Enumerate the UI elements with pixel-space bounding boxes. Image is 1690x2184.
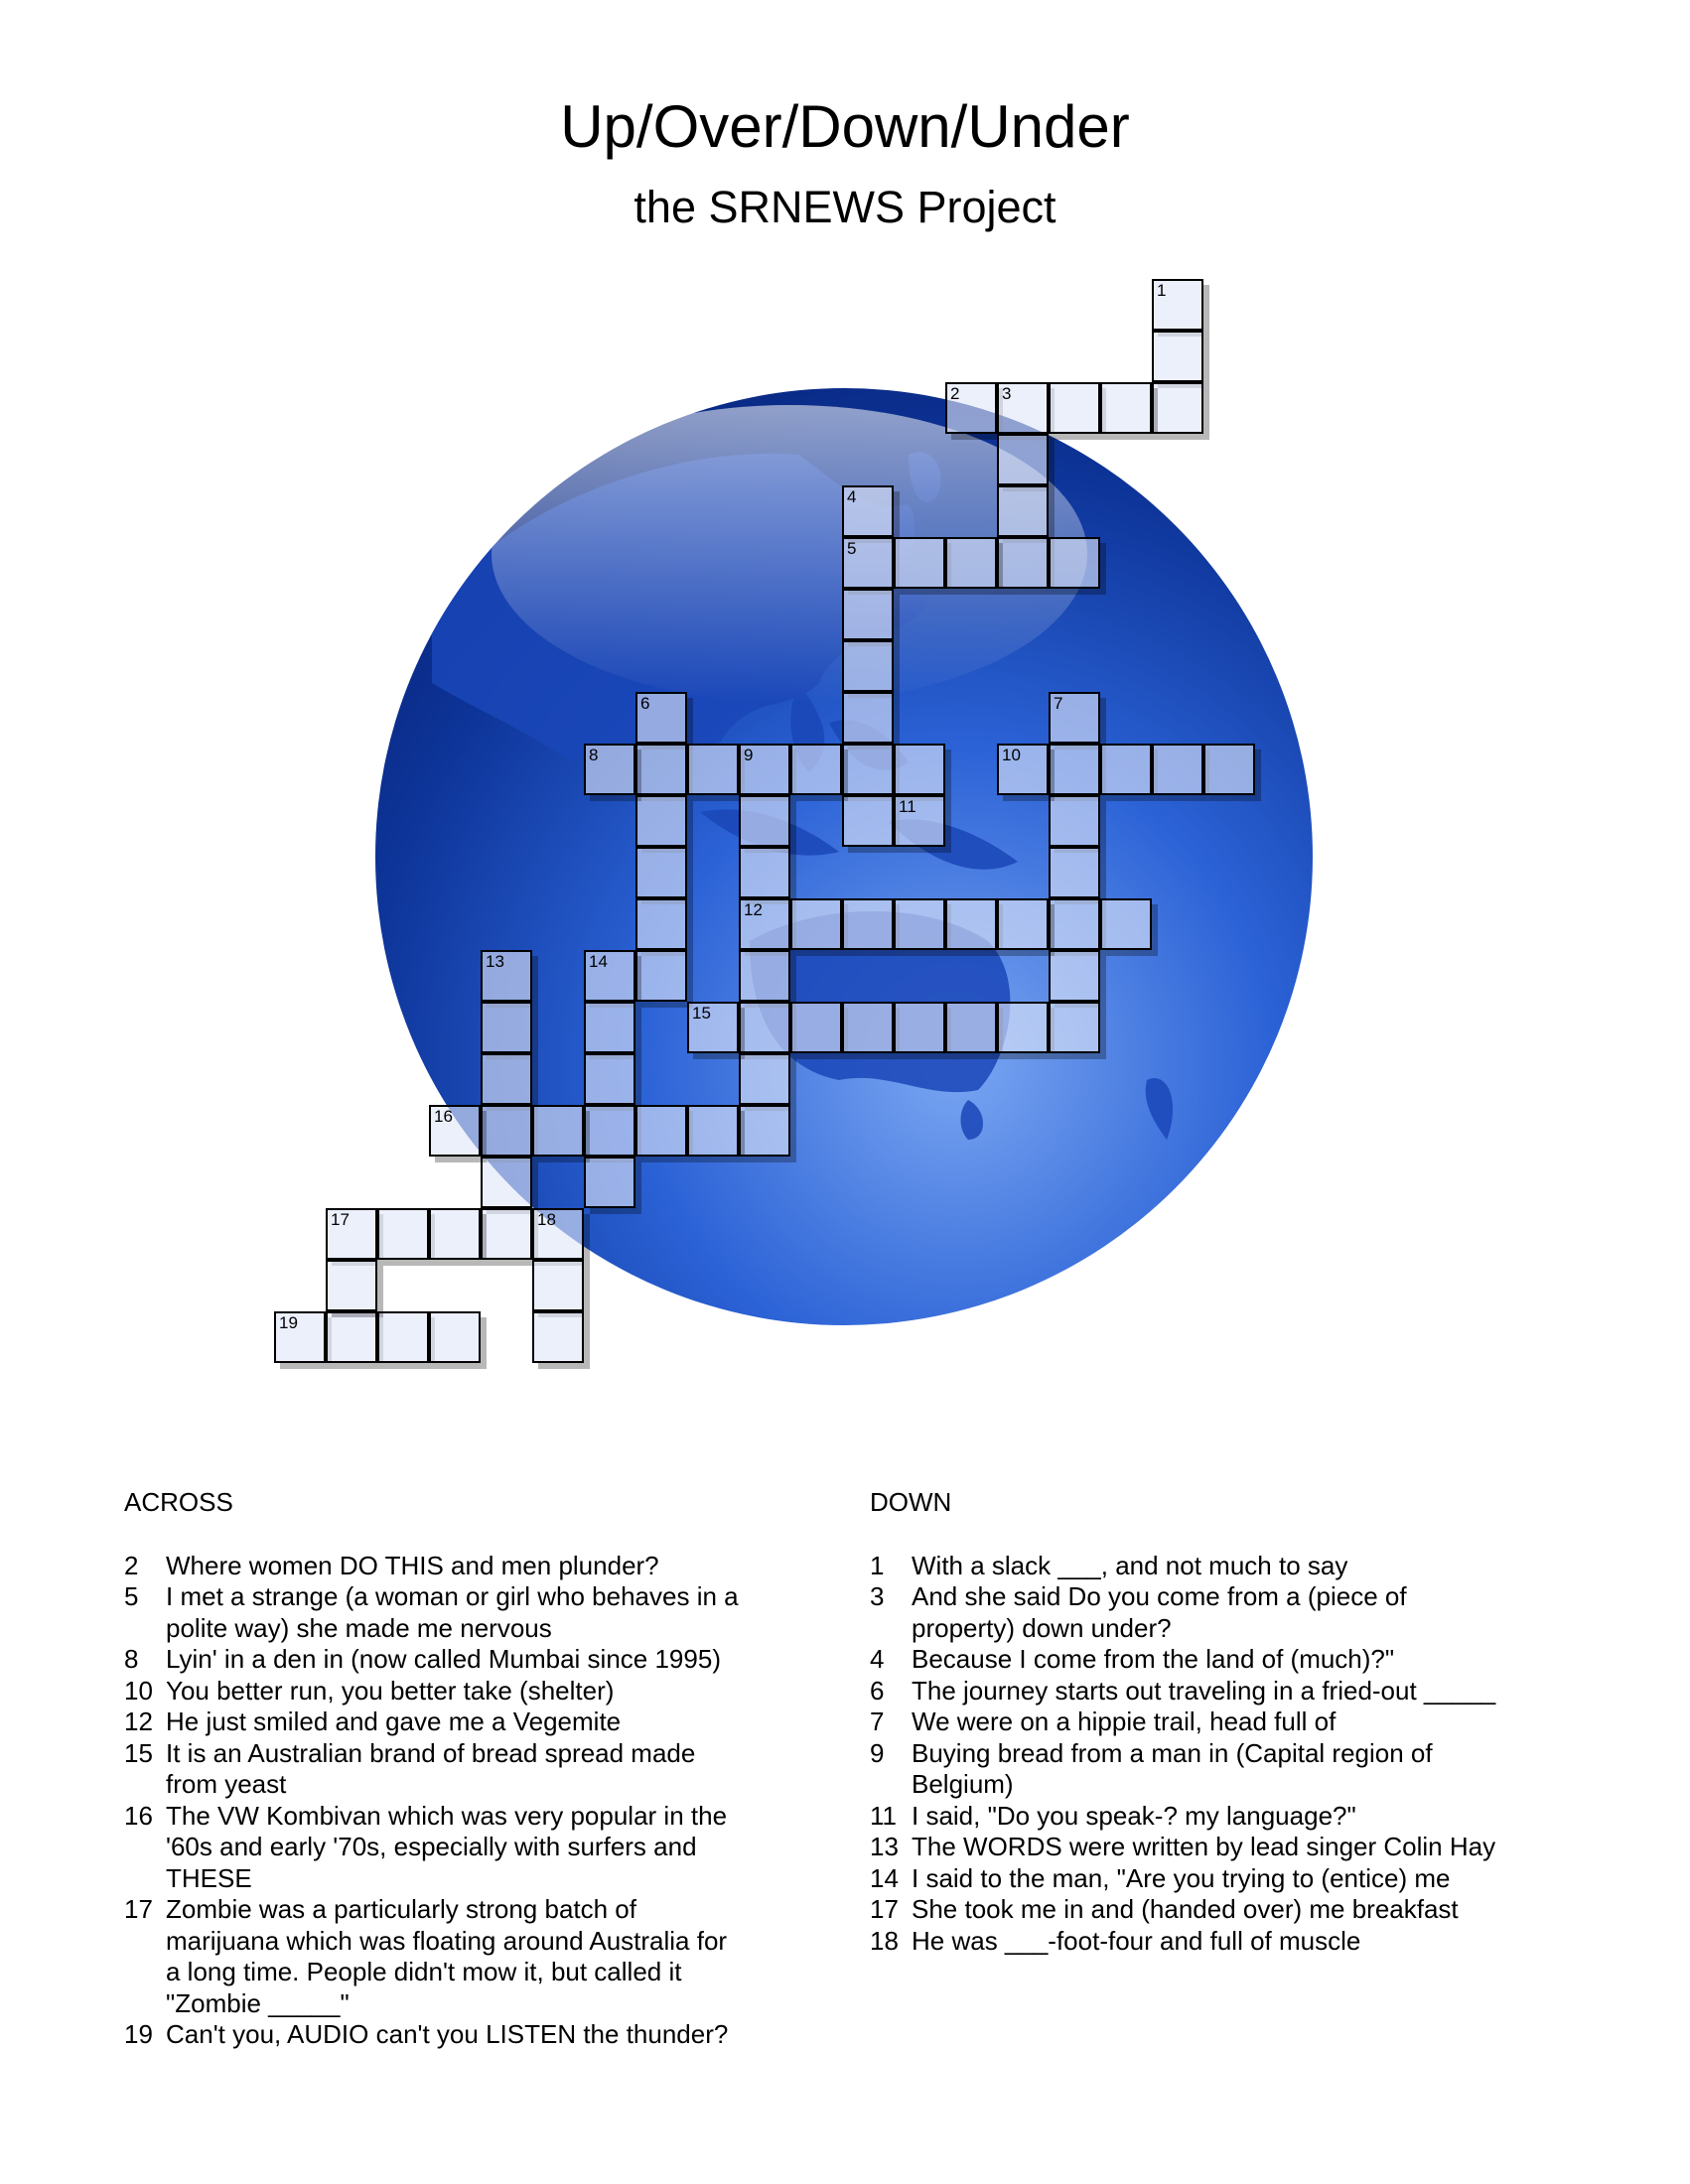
- clue-number: 11: [899, 797, 916, 816]
- grid-cell[interactable]: [1049, 382, 1100, 434]
- grid-cell[interactable]: [894, 795, 945, 847]
- grid-cell[interactable]: [1049, 795, 1100, 847]
- clue-number: 3: [1002, 384, 1012, 403]
- clue-line: Lyin' in a den in (now called Mumbai since 1995): [166, 1644, 721, 1674]
- clue-number: 14: [870, 1862, 899, 1893]
- clue-line: Can't you, AUDIO can't you LISTEN the thunder?: [166, 2019, 729, 2049]
- clue-line: I met a strange (a woman or girl who behaves in a: [166, 1581, 739, 1611]
- clue-line: marijuana which was floating around Australia for: [166, 1925, 728, 1956]
- clue-number: 8: [589, 746, 599, 764]
- across-clue: [124, 1676, 779, 1707]
- grid-cell[interactable]: [997, 537, 1049, 589]
- clue-text: [912, 1832, 1525, 1863]
- clue-line: It is an Australian brand of bread spread made: [166, 1737, 696, 1768]
- grid-cell[interactable]: [739, 744, 790, 795]
- clue-line: We were on a hippie trail, head full of: [912, 1706, 1337, 1736]
- clue-number: 12: [124, 1706, 153, 1736]
- grid-cell[interactable]: [429, 1208, 481, 1260]
- grid-cell[interactable]: [635, 795, 687, 847]
- grid-cell[interactable]: [1049, 744, 1100, 795]
- grid-cell[interactable]: [532, 1208, 584, 1260]
- clue-line: The VW Kombivan which was very popular in the: [166, 1800, 728, 1831]
- grid-cell[interactable]: [584, 744, 635, 795]
- across-clue: [124, 1706, 779, 1738]
- grid-cell[interactable]: [842, 640, 894, 692]
- clue-number: 18: [537, 1210, 556, 1229]
- puzzle-title: Up/Over/Down/Under: [560, 93, 1130, 160]
- clue-number: 2: [950, 384, 960, 403]
- clue-number: 19: [279, 1313, 298, 1332]
- grid-cell[interactable]: [584, 1053, 635, 1105]
- clue-number: 19: [124, 2019, 153, 2049]
- clue-number: 14: [589, 952, 608, 971]
- clue-line: I said, "Do you speak-? my language?": [912, 1800, 1356, 1831]
- down-clue: [870, 1926, 1525, 1958]
- clue-number: 10: [1002, 746, 1021, 764]
- grid-cell[interactable]: [687, 1002, 739, 1053]
- clue-number: 8: [124, 1644, 139, 1674]
- grid-cell[interactable]: [739, 1105, 790, 1157]
- grid-cell[interactable]: [790, 1002, 842, 1053]
- grid-cell[interactable]: [1049, 1002, 1100, 1053]
- grid-cell[interactable]: [842, 589, 894, 640]
- grid-cell[interactable]: [1100, 898, 1152, 950]
- clue-line: The journey starts out traveling in a fried-out _____: [912, 1675, 1496, 1706]
- grid-cell[interactable]: [1049, 898, 1100, 950]
- clue-line: THESE: [166, 1862, 252, 1893]
- grid-cell[interactable]: [532, 1105, 584, 1157]
- clue-line: He just smiled and gave me a Vegemite: [166, 1706, 622, 1736]
- grid-cell[interactable]: [635, 898, 687, 950]
- clue-number: 16: [434, 1107, 453, 1126]
- clue-line: Buying bread from a man in (Capital region of: [912, 1737, 1433, 1768]
- grid-cell[interactable]: [1049, 537, 1100, 589]
- clue-number: 15: [124, 1737, 153, 1768]
- clue-number: 15: [692, 1004, 711, 1023]
- clue-number: 7: [1054, 694, 1063, 713]
- clue-number: 4: [847, 487, 857, 506]
- clue-number: 13: [870, 1832, 899, 1861]
- down-clue: [870, 1801, 1525, 1833]
- grid-cell[interactable]: [584, 950, 635, 1002]
- clue-text: [912, 1644, 1525, 1676]
- grid-cell[interactable]: [739, 1053, 790, 1105]
- grid-cell[interactable]: [997, 898, 1049, 950]
- grid-cell[interactable]: [1100, 744, 1152, 795]
- grid-cell[interactable]: [739, 1002, 790, 1053]
- grid-cell[interactable]: [842, 485, 894, 537]
- clue-number: 6: [640, 694, 650, 713]
- grid-cell[interactable]: [481, 950, 532, 1002]
- clue-line: Belgium): [912, 1769, 1014, 1799]
- clue-text: [166, 1676, 779, 1707]
- clue-number: 12: [744, 900, 763, 919]
- grid-cell[interactable]: [532, 1311, 584, 1363]
- across-clue: [124, 1738, 779, 1801]
- clue-number: 5: [847, 539, 857, 558]
- down-clue: [870, 1894, 1525, 1926]
- grid-cell[interactable]: [429, 1311, 481, 1363]
- clue-line: Zombie was a particularly strong batch of: [166, 1894, 636, 1924]
- grid-cell[interactable]: [997, 1002, 1049, 1053]
- clue-line: She took me in and (handed over) me breakfast: [912, 1894, 1459, 1924]
- clue-line: from yeast: [166, 1769, 287, 1799]
- clue-number: 10: [124, 1675, 153, 1706]
- grid-cell[interactable]: [997, 744, 1049, 795]
- grid-cell[interactable]: [1203, 744, 1255, 795]
- down-clue: [870, 1832, 1525, 1863]
- grid-cell[interactable]: [945, 898, 997, 950]
- grid-cell[interactable]: [481, 1053, 532, 1105]
- down-clue: [870, 1706, 1525, 1738]
- clue-text: [166, 1801, 779, 1895]
- grid-cell[interactable]: [429, 1105, 481, 1157]
- clue-line: With a slack ___, and not much to say: [912, 1550, 1348, 1580]
- clue-line: He was ___-foot-four and full of muscle: [912, 1925, 1361, 1956]
- grid-cell[interactable]: [894, 744, 945, 795]
- across-clues: [124, 1487, 779, 2051]
- puzzle-subtitle: the SRNEWS Project: [634, 182, 1056, 232]
- grid-cell[interactable]: [945, 382, 997, 434]
- grid-cell[interactable]: [687, 1105, 739, 1157]
- grid-cell[interactable]: [790, 744, 842, 795]
- clue-text: [912, 1894, 1525, 1926]
- clue-line: property) down under?: [912, 1612, 1172, 1643]
- clue-number: 5: [124, 1581, 139, 1611]
- grid-cell[interactable]: [842, 537, 894, 589]
- grid-cell[interactable]: [842, 1002, 894, 1053]
- across-clue: [124, 1801, 779, 1895]
- clue-text: [912, 1676, 1525, 1707]
- down-clue: [870, 1863, 1525, 1895]
- grid-cell[interactable]: [790, 898, 842, 950]
- grid-cell[interactable]: [584, 1002, 635, 1053]
- across-heading: ACROSS: [124, 1487, 233, 1517]
- clue-text: [166, 1738, 779, 1801]
- clue-number: 1: [1157, 281, 1167, 300]
- across-clue: [124, 1551, 779, 1582]
- across-clue: [124, 1894, 779, 2019]
- down-clue: [870, 1551, 1525, 1582]
- grid-cell[interactable]: [739, 950, 790, 1002]
- grid-cell[interactable]: [894, 537, 945, 589]
- clue-number: 17: [870, 1894, 899, 1924]
- grid-cell[interactable]: [739, 795, 790, 847]
- grid-cell[interactable]: [997, 434, 1049, 485]
- clue-text: [912, 1551, 1525, 1582]
- clue-text: [166, 1581, 779, 1644]
- clue-number: 9: [870, 1737, 885, 1768]
- grid-cell[interactable]: [1100, 382, 1152, 434]
- grid-cell[interactable]: [326, 1311, 377, 1363]
- clue-text: [166, 2019, 779, 2051]
- grid-cell[interactable]: [842, 898, 894, 950]
- grid-cell[interactable]: [894, 1002, 945, 1053]
- clue-text: [166, 1894, 779, 2019]
- clue-number: 11: [870, 1800, 897, 1831]
- grid-cell[interactable]: [1152, 744, 1203, 795]
- across-clue: [124, 1644, 779, 1676]
- clue-text: [912, 1706, 1525, 1738]
- down-clues: [870, 1487, 1525, 1957]
- across-clue: [124, 2019, 779, 2051]
- grid-cell[interactable]: [945, 1002, 997, 1053]
- clue-number: 17: [331, 1210, 350, 1229]
- clue-number: 17: [124, 1894, 153, 1924]
- grid-cell[interactable]: [1152, 279, 1203, 331]
- clue-number: 2: [124, 1550, 139, 1580]
- grid-cell[interactable]: [481, 1157, 532, 1208]
- clue-text: [166, 1644, 779, 1676]
- clue-number: 6: [870, 1675, 885, 1706]
- clue-line: a long time. People didn't mow it, but called it: [166, 1957, 682, 1986]
- grid-cell[interactable]: [894, 898, 945, 950]
- clue-text: [912, 1801, 1525, 1833]
- grid-cell[interactable]: [1049, 950, 1100, 1002]
- grid-cell[interactable]: [481, 1105, 532, 1157]
- down-clue: [870, 1644, 1525, 1676]
- clue-number: 18: [870, 1925, 899, 1956]
- clue-number: 3: [870, 1581, 885, 1611]
- grid-cell[interactable]: [997, 485, 1049, 537]
- grid-cell[interactable]: [377, 1311, 429, 1363]
- clue-line: "Zombie _____": [166, 1987, 350, 2018]
- grid-cell[interactable]: [532, 1260, 584, 1311]
- grid-cell[interactable]: [842, 692, 894, 744]
- grid-cell[interactable]: [1049, 847, 1100, 898]
- down-clue: [870, 1581, 1525, 1644]
- clue-number: 7: [870, 1706, 885, 1736]
- grid-cell[interactable]: [326, 1208, 377, 1260]
- grid-cell[interactable]: [481, 1208, 532, 1260]
- down-clue: [870, 1738, 1525, 1801]
- grid-cell[interactable]: [635, 1105, 687, 1157]
- grid-cell[interactable]: [842, 744, 894, 795]
- clue-line: Because I come from the land of (much)?": [912, 1644, 1395, 1674]
- grid-cell[interactable]: [635, 744, 687, 795]
- grid-cell[interactable]: [584, 1105, 635, 1157]
- clue-number: 13: [486, 952, 504, 971]
- clue-number: 1: [870, 1550, 885, 1580]
- clue-text: [912, 1863, 1525, 1895]
- down-heading: DOWN: [870, 1487, 952, 1517]
- grid-cell[interactable]: [635, 692, 687, 744]
- grid-cell[interactable]: [1152, 382, 1203, 434]
- clue-text: [166, 1551, 779, 1582]
- clue-text: [912, 1581, 1525, 1644]
- down-clue: [870, 1676, 1525, 1707]
- across-clue: [124, 1581, 779, 1644]
- clue-number: 9: [744, 746, 754, 764]
- clue-line: I said to the man, "Are you trying to (entice) me: [912, 1862, 1451, 1893]
- clue-line: '60s and early '70s, especially with surfers and: [166, 1832, 697, 1861]
- grid-cell[interactable]: [1152, 331, 1203, 382]
- clue-line: polite way) she made me nervous: [166, 1612, 552, 1643]
- clue-text: [912, 1926, 1525, 1958]
- grid-cell[interactable]: [635, 950, 687, 1002]
- grid-cell[interactable]: [274, 1311, 326, 1363]
- clue-number: 16: [124, 1800, 153, 1831]
- grid-cell[interactable]: [1049, 692, 1100, 744]
- grid-cell[interactable]: [739, 847, 790, 898]
- grid-cell[interactable]: [326, 1260, 377, 1311]
- clue-text: [912, 1738, 1525, 1801]
- grid-cell[interactable]: [997, 382, 1049, 434]
- clue-line: You better run, you better take (shelter): [166, 1675, 615, 1706]
- grid-cell[interactable]: [842, 795, 894, 847]
- grid-cell[interactable]: [687, 744, 739, 795]
- clue-text: [166, 1706, 779, 1738]
- clue-line: Where women DO THIS and men plunder?: [166, 1550, 659, 1580]
- grid-cell[interactable]: [635, 847, 687, 898]
- grid-cell[interactable]: [945, 537, 997, 589]
- grid-cell[interactable]: [739, 898, 790, 950]
- clue-line: And she said Do you come from a (piece of: [912, 1581, 1407, 1611]
- clue-number: 4: [870, 1644, 885, 1674]
- clue-line: The WORDS were written by lead singer Colin Hay: [912, 1832, 1496, 1861]
- grid-cell[interactable]: [481, 1002, 532, 1053]
- grid-cell[interactable]: [584, 1157, 635, 1208]
- grid-cell[interactable]: [377, 1208, 429, 1260]
